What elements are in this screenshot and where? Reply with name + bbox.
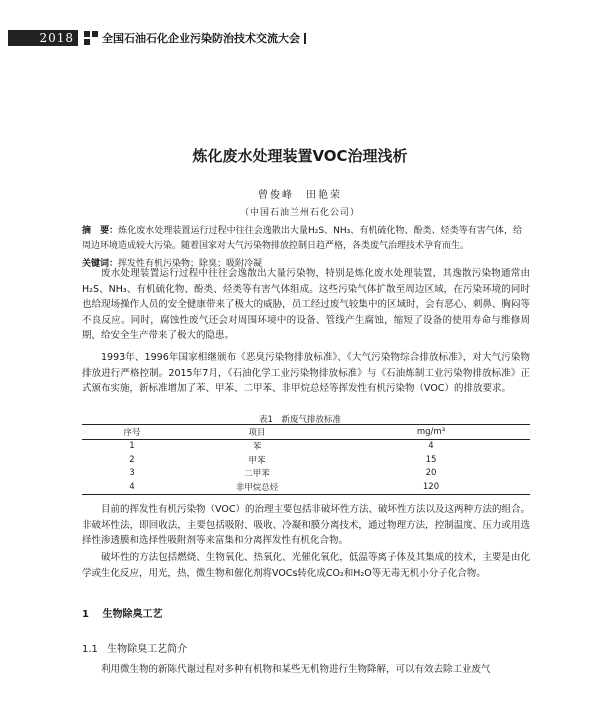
table-cell: 苯	[252, 442, 262, 453]
authors: 曾俊峰 田艳荣	[258, 190, 342, 201]
paragraph-2: 1993年、1996年国家相继颁布《恶臭污染物排放标准》、《大气污染物综合排放标准》，对大气污染物排放进行严格控制。2015年7月，《石油化学工业污染物排放标准》与《石油炼制工业污染物排放标准》正式颁布实施，新标准增加了苯、甲苯、二甲苯、非甲烷总烃等挥发性有机污染物（VOC）的排放要求。	[82, 352, 530, 395]
paragraph-4: 破坏性的方法包括燃烧、生物氧化、热氧化、光催化氧化，低温等离子体及其集成的技术，主要是由化学或生化反应，用光，热，微生物和催化剂将VOCs转化成CO₂和H₂O等无毒无机小分子化合物。	[82, 552, 530, 579]
paragraph-3: 目前的挥发性有机污染物（VOC）的治理主要包括非破坏性方法、破坏性方法以及这两种方法的组合。非破坏性法，即回收法，主要包括吸附、吸收、冷凝和膜分离技术，通过物理方法，控制温度、压力或用选择性渗透膜和选择性吸附剂等来富集和分离挥发性有机化合物。	[82, 504, 530, 547]
affiliation: （中国石油兰州石化公司）	[239, 208, 360, 218]
header-end-mark	[304, 33, 306, 44]
table-cell: 120	[422, 481, 440, 492]
header-year: 2018	[39, 31, 74, 45]
abstract	[82, 224, 522, 254]
table-row	[82, 453, 530, 467]
table-row	[82, 440, 530, 454]
year-badge	[8, 30, 78, 46]
header-conference: 全国石油石化企业污染防治技术交流大会	[102, 32, 300, 45]
table-cell: 15	[425, 454, 437, 465]
paper-title: 炼化废水处理装置VOC治理浅析	[192, 147, 408, 165]
table-cell: 2	[129, 454, 135, 465]
table-cell: 非甲烷总烃	[235, 482, 279, 493]
table-cell: 3	[129, 468, 135, 479]
subsection-number: 1.1	[82, 644, 98, 655]
section-title: 生物除臭工艺	[102, 609, 163, 620]
table-cell: 1	[129, 441, 135, 452]
running-header	[8, 30, 306, 46]
paragraph-1: 废水处理装置运行过程中往往会逸散出大量污染物，特别是炼化废水处理装置，其逸散污染物通常由H₂S、NH₃、有机硫化物、酚类、烃类等有害气体组成。这些污染气体扩散至周边区域，在污染环境的同时也给现场操作人员的安全健康带来了极大的威胁，员工经过废气较集中的区域时，会有恶心、刺鼻、胸闷等不良反应。同时，腐蚀性废气还会对周围环境中的设备、管线产生腐蚀，缩短了设备的使用寿命与维修周期，给安全生产带来了极大的隐患。	[82, 268, 530, 342]
table-row	[82, 480, 530, 494]
table-cell: 20	[425, 468, 437, 479]
section-number: 1	[82, 609, 89, 620]
conference-logo-icon	[84, 31, 98, 45]
table-row	[82, 467, 530, 481]
subsection-heading-1-1	[82, 640, 187, 655]
table-cell: 4	[428, 441, 434, 452]
table-header-cell: 序号	[123, 427, 141, 438]
table-cell: 二甲苯	[244, 469, 270, 480]
section-heading-1	[82, 605, 162, 620]
table-header-cell: 项目	[248, 427, 266, 438]
keywords-text: 挥发性有机污染物；除臭；吸附冷凝	[118, 259, 263, 269]
table-cell: 甲苯	[248, 455, 266, 466]
table-caption: 表1 新废气排放标准	[259, 415, 341, 425]
abstract-label: 摘 要：	[82, 226, 119, 236]
abstract-text: 炼化废水处理装置运行过程中往往会逸散出大量H₂S、NH₃、有机硫化物、酚类、烃类等有害气体，给周边环境造成较大污染。随着国家对大气污染物排放控制日趋严格，各类废气治理技术孕育而生。	[82, 226, 522, 251]
table-header-row	[82, 425, 530, 440]
table-cell: 4	[129, 481, 135, 492]
table-header-cell: mg/m³	[416, 426, 446, 437]
keywords-label: 关键词：	[82, 259, 119, 269]
emission-table	[82, 424, 530, 495]
paragraph-5: 利用微生物的新陈代谢过程对多种有机物和某些无机物进行生物降解，可以有效去除工业废气	[101, 664, 491, 675]
subsection-title: 生物除臭工艺简介	[107, 644, 188, 655]
